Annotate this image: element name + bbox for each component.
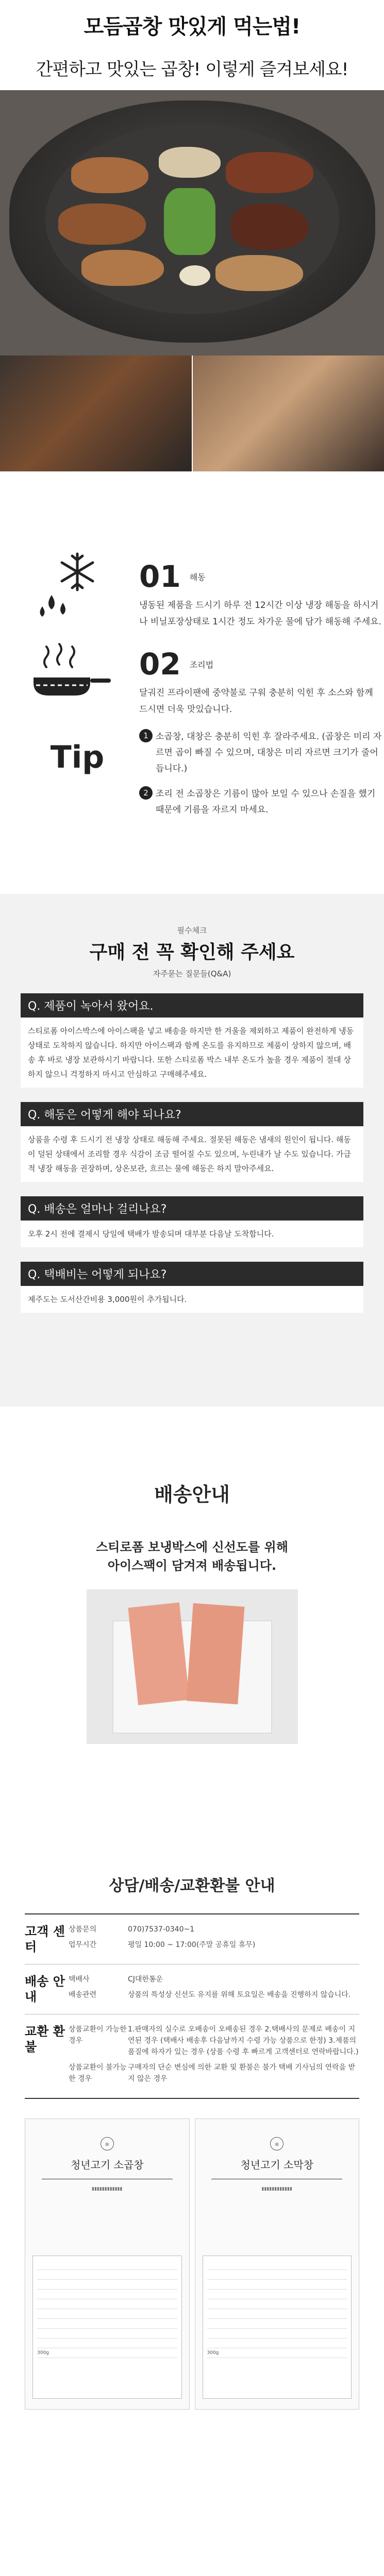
step-thaw <box>0 549 384 636</box>
shipping-section <box>0 1406 384 1873</box>
label-product-name: 청년고기 소막창 <box>240 2159 314 2171</box>
info-section-refund <box>25 2014 359 2099</box>
faq-answer: 오후 2시 전에 결제시 당일에 택배가 발송되며 대부분 다음날 도착합니다. <box>28 1229 274 1239</box>
info-head: 고객 센터 <box>25 1924 65 1954</box>
step-text: 달궈진 프라이팬에 중약불로 구워 충분히 익힌 후 소스와 함께 드시면 더욱 맛있습니다. <box>139 688 373 715</box>
info-section <box>0 1873 384 2099</box>
info-section-customer-center <box>25 1914 359 1964</box>
info-value: 평일 10:00 ~ 17:00(주말 공휴일 휴무) <box>128 1941 256 1949</box>
label-card: ◎ 청년고기 소곱창 ▮▮▮▮▮▮▮▮▮▮▮▮ 300g <box>25 2119 190 2410</box>
tip-text: 소곱창, 대창은 충분히 익힌 후 잘라주세요. (곱창은 미리 자르면 곱이 빠질 수 있으며, 대창은 미리 자르면 크기가 줄어듭니다.) <box>156 732 382 774</box>
info-value: CJ대한통운 <box>128 1975 163 1984</box>
hero-header <box>0 0 384 90</box>
faq-subtitle: 자주묻는 질문들(Q&A) <box>153 969 231 978</box>
grill-photo <box>0 90 384 355</box>
info-head: 배송 안내 <box>25 1974 65 2004</box>
label-card: ◎ 청년고기 소막창 ▮▮▮▮▮▮▮▮▮▮▮▮ 300g <box>195 2119 360 2410</box>
info-key: 상품문의 <box>69 1925 97 1934</box>
faq-section <box>0 894 384 1406</box>
faq-answer: 스티로폼 아이스박스에 아이스팩을 넣고 배송을 하지만 한 겨울을 제외하고 제품이 완전하게 냉동상태로 도착하지 않습니다. 하지만 아이스팩과 함께 온도를 유지하므로 제품이 상하지 않으며, 배송 후 바로 냉장 보관하시기 바랍니다. 또한 스티로폼 박스 내부 온도가 높을 경우 제품이 절대 상하지 않으니 걱정하지 마시고 안심하고 구매해주세요. <box>28 1026 354 1079</box>
tip-item <box>139 786 384 818</box>
info-key: 택배사 <box>69 1975 90 1984</box>
photo-row <box>0 355 384 471</box>
faq-item <box>21 993 363 1088</box>
how-to-steps <box>0 471 384 855</box>
icebox-photo <box>87 1589 298 1744</box>
grill-pan <box>9 100 375 343</box>
shipping-line-2: 아이스팩이 담겨져 배송됩니다. <box>107 1558 277 1573</box>
label-weight: 300g <box>207 2350 219 2355</box>
faq-item <box>21 1262 363 1313</box>
info-value: 070)7537-0340~1 <box>128 1925 195 1934</box>
step-label: 해동 <box>189 572 206 582</box>
info-key: 상품교환이 가능한 경우 <box>69 2025 127 2045</box>
faq-item <box>21 1196 363 1247</box>
tip-text: 조리 전 소곱창은 기름이 많아 보일 수 있으나 손질을 했기 때문에 기름을 자르지 마세요. <box>156 789 376 815</box>
page-title: 모듬곱창 맛있게 먹는법! <box>84 15 300 39</box>
info-head: 교환 환불 <box>25 2024 65 2054</box>
faq-question: Q. 제품이 녹아서 왔어요. <box>21 993 363 1018</box>
step-label: 조리법 <box>189 659 214 670</box>
label-info-table <box>32 2256 182 2399</box>
info-value: 구매자의 단순 변심에 의한 교환 및 환불은 불가 택배 기사님의 연락을 받지 않은 경우 <box>128 2063 356 2083</box>
faq-question: Q. 택배비는 어떻게 되나요? <box>21 1262 363 1286</box>
brand-logo-icon: ◎ <box>270 2137 283 2150</box>
label-info-table <box>203 2256 352 2399</box>
info-key: 상품교환이 불가능한 경우 <box>69 2063 127 2083</box>
faq-kicker: 필수체크 <box>177 926 207 935</box>
faq-answer: 상품을 수령 후 드시기 전 냉장 상태로 해동해 주세요. 절못된 해동은 냄새의 원인이 됩니다. 해동이 덜된 상태에서 조리할 경우 식감이 조금 떨어질 수도 있으며, 누린내가 날 수도 있습니다. 가급적 냉장 해동을 권장하며, 상온보관, 흐르는 물에 해동은 하지 말아주세요. <box>28 1135 351 1173</box>
brand-logo-icon: ◎ <box>101 2137 114 2150</box>
faq-answer: 제주도는 도서산간비용 3,000원이 추가됩니다. <box>28 1295 187 1304</box>
label-weight: 300g <box>37 2350 49 2355</box>
food-photo-left <box>0 355 192 471</box>
step-text: 냉동된 제품을 드시기 하루 전 12시간 이상 냉장 해동을 하시거나 비닐포장상태로 1시간 정도 차가운 물에 담가 해동해 주세요. <box>139 600 381 627</box>
tip-heading: Tip <box>50 739 105 775</box>
info-section-delivery <box>25 1964 359 2014</box>
step-number: 01 <box>139 559 181 594</box>
faq-question: Q. 배송은 얼마나 걸리나요? <box>21 1196 363 1221</box>
tip-section <box>0 724 384 855</box>
info-value: 상품의 특성상 신선도 유지를 위해 토요일은 배송을 진행하지 않습니다. <box>128 1991 351 1999</box>
info-key: 업무시간 <box>69 1941 97 1949</box>
shipping-title: 배송안내 <box>154 1483 230 1506</box>
faq-title: 구매 전 꼭 확인해 주세요 <box>89 942 295 963</box>
info-title: 상담/배송/교환환불 안내 <box>25 1873 359 1914</box>
step-cook <box>0 636 384 724</box>
pan-cooking-icon <box>0 636 139 714</box>
shipping-line-1: 스티로폼 보냉박스에 신선도를 위해 <box>96 1540 288 1554</box>
snowflake-thaw-icon <box>0 549 139 626</box>
label-product-name: 청년고기 소곱창 <box>70 2159 144 2171</box>
food-photo-right <box>193 355 384 471</box>
tip-bullet: 2 <box>139 786 153 800</box>
info-value: 1.판매자의 실수로 오배송이 오배송된 경우 2.택배사의 문제로 배송이 지연된 경우 (택배사 배송후 다음날까지 수령 가능 상품으로 한정) 3.제품의 품질에 하자가 있는 경우 (상품 수령 후 빠르게 고객센터로 연락바랍니다.) <box>128 2025 359 2056</box>
product-labels <box>0 2099 384 2410</box>
tip-item <box>139 729 384 777</box>
step-number: 02 <box>139 647 181 682</box>
page-subtitle: 간편하고 맛있는 곱창! 이렇게 즐겨보세요! <box>36 59 348 80</box>
tip-bullet: 1 <box>139 729 153 742</box>
info-key: 배송관련 <box>69 1991 97 1999</box>
faq-question: Q. 해동은 어떻게 해야 되나요? <box>21 1102 363 1126</box>
faq-item <box>21 1102 363 1182</box>
